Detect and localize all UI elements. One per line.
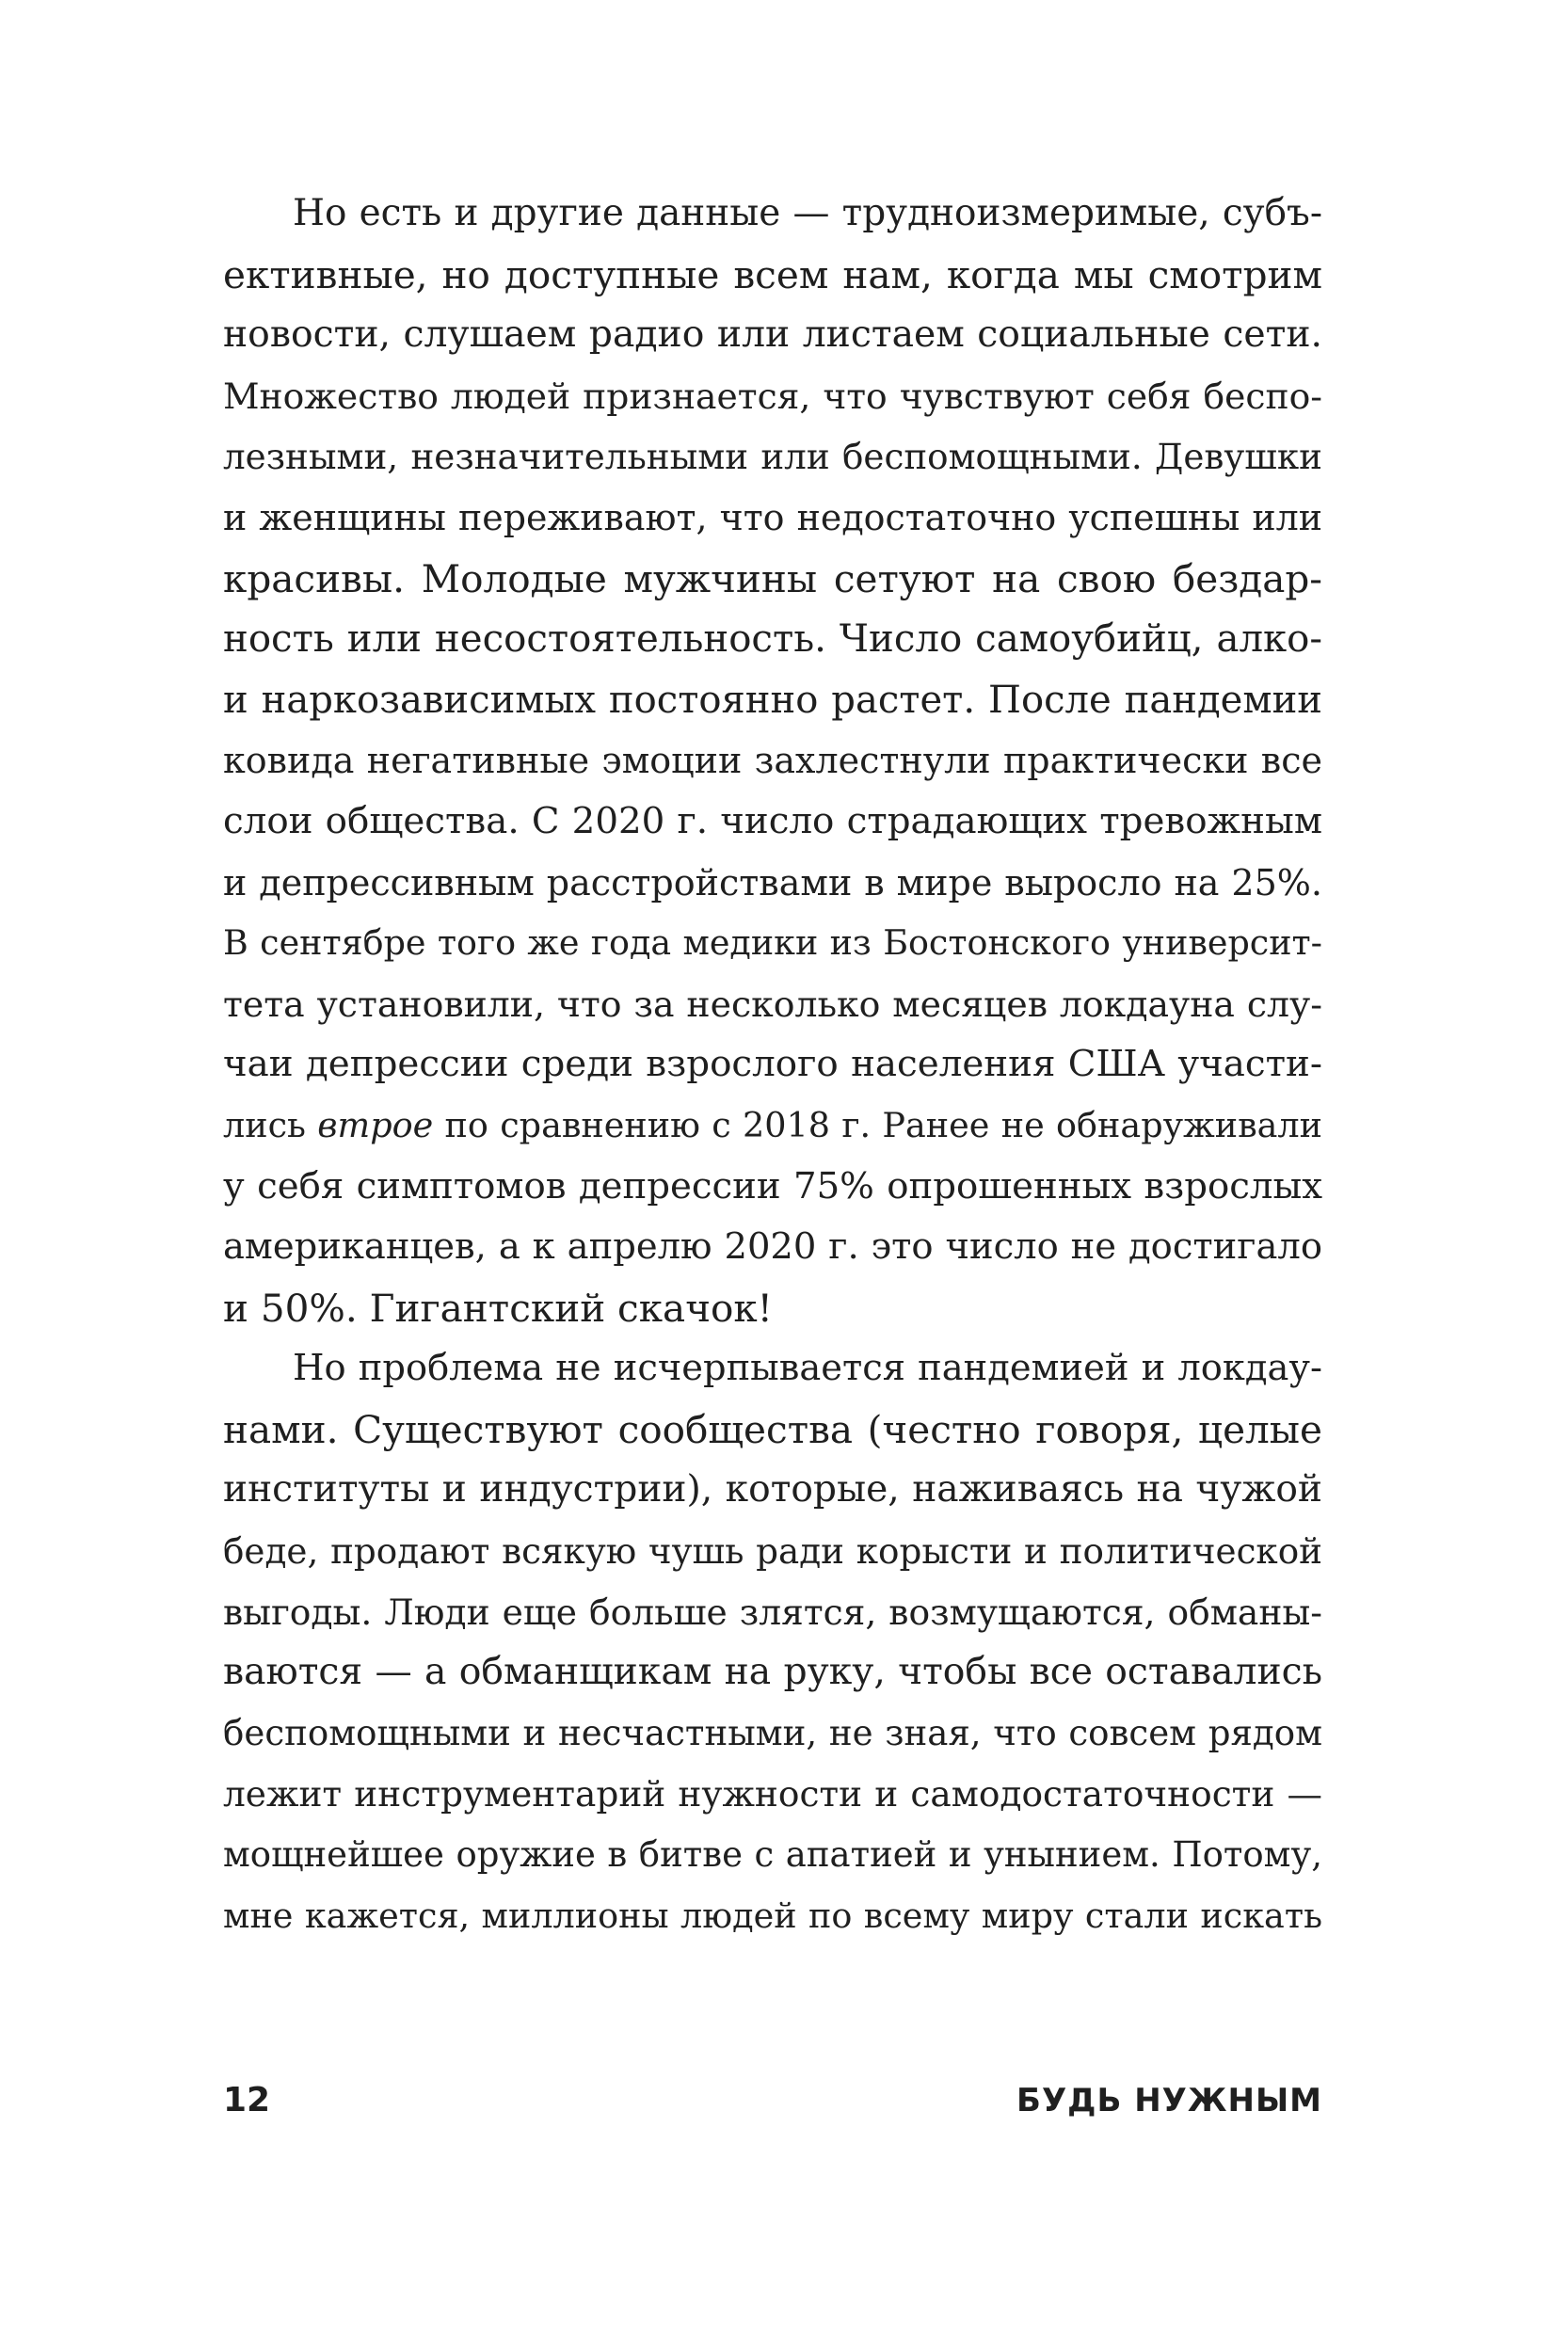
text-line: лежит инструментарий нужности и самодостаточности — <box>223 1773 1322 1815</box>
text-line: и женщины переживают, что недостаточно успешны или <box>223 496 1322 538</box>
text-line: и 50%. Гигантский скачок! <box>223 1285 773 1331</box>
text-line: Множество людей признается, что чувствуют себя беспо- <box>223 375 1322 417</box>
body-text <box>223 184 1322 1946</box>
text-line: тета установили, что за несколько месяцев локдауна слу- <box>223 983 1322 1025</box>
text-line: мне кажется, миллионы людей по всему миру стали искать <box>223 1895 1322 1936</box>
text-line: беде, продают всякую чушь ради корысти и политической <box>223 1530 1322 1573</box>
page-footer <box>223 2074 1322 2127</box>
text-line: лезными, незначительными или беспомощными. Девушки <box>223 436 1322 478</box>
text-fragment: по сравнению с 2018 г. Ранее не обнаруживали <box>433 1104 1323 1145</box>
text-fragment: лись <box>223 1104 318 1145</box>
text-line: у себя симптомов депрессии 75% опрошенных взрослых <box>223 1164 1322 1207</box>
text-line: ваются — а обманщикам на руку, чтобы все оставались <box>223 1651 1322 1694</box>
text-line: В сентябре того же года медики из Бостонского университ- <box>223 922 1322 964</box>
text-line: ковида негативные эмоции захлестнули практически все <box>223 740 1322 782</box>
text-line: и наркозависимых постоянно растет. После пандемии <box>223 678 1322 722</box>
text-line: чаи депрессии среди взрослого населения США участи- <box>223 1043 1322 1086</box>
page-number: 12 <box>223 2081 271 2119</box>
text-line: новости, слушаем радио или листаем социальные сети. <box>223 313 1322 357</box>
text-line: Но есть и другие данные — трудноизмеримые, субъ- <box>293 192 1322 234</box>
text-line: нами. Существуют сообщества (честно говоря, целые <box>223 1406 1322 1452</box>
text-line: институты и индустрии), которые, наживаясь на чужой <box>223 1468 1322 1511</box>
text-line: ективные, но доступные всем нам, когда мы смотрим <box>223 251 1322 297</box>
italic-emphasis: втрое <box>317 1104 434 1145</box>
text-line: американцев, а к апрелю 2020 г. это число не достигало <box>223 1225 1322 1269</box>
text-line: и депрессивным расстройствами в мире выросло на 25%. <box>223 861 1322 904</box>
running-title: БУДЬ НУЖНЫМ <box>1016 2082 1322 2119</box>
text-line: мощнейшее оружие в битве с апатией и унынием. Потому, <box>223 1834 1322 1876</box>
text-line: ность или несостоятельность. Число самоубийц, алко- <box>223 617 1322 662</box>
text-line: беспомощными и несчастными, не зная, что совсем рядом <box>223 1712 1322 1753</box>
text-line: Но проблема не исчерпывается пандемией и локдау- <box>293 1347 1322 1390</box>
text-line: слои общества. С 2020 г. число страдающих тревожным <box>223 799 1322 842</box>
text-line-with-italic <box>223 1096 1322 1157</box>
text-line: выгоды. Люди еще больше злятся, возмущаются, обманы- <box>223 1591 1322 1633</box>
text-line: красивы. Молодые мужчины сетуют на свою бездар- <box>223 555 1322 601</box>
